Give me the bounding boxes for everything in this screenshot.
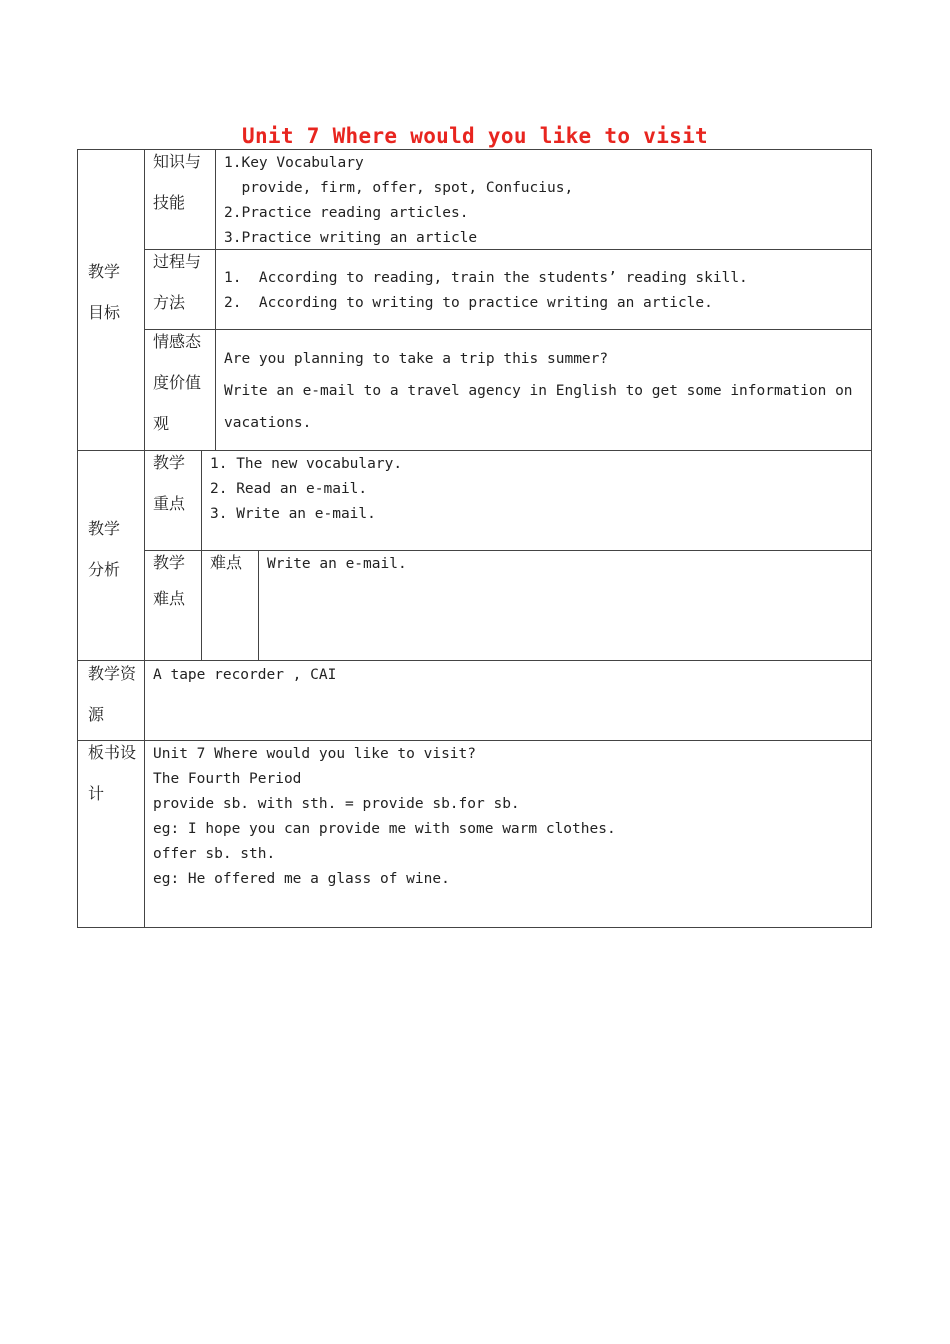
knowledge-label: 技能 — [153, 193, 186, 212]
objectives-label: 目标 — [88, 303, 121, 322]
process-line: 1. According to reading, train the students’ reading skill. — [224, 270, 748, 286]
column-divider — [215, 149, 216, 450]
emotion-line: Write an e-mail to a travel agency in English to get some information on — [224, 383, 853, 399]
board-label: 计 — [88, 784, 105, 803]
resources-label: 教学资 — [88, 664, 137, 683]
section-divider — [77, 660, 872, 661]
process-line: 2. According to writing to practice writing an article. — [224, 295, 713, 311]
row-divider — [145, 550, 872, 551]
board-label: 板书设 — [88, 743, 137, 762]
emotion-label: 观 — [153, 414, 170, 433]
board-line: eg: He offered me a glass of wine. — [153, 871, 450, 887]
emotion-label: 情感态 — [153, 332, 202, 351]
knowledge-line: 2.Practice reading articles. — [224, 205, 469, 221]
document-title: Unit 7 Where would you like to visit — [242, 124, 708, 148]
objectives-label: 教学 — [88, 262, 121, 281]
column-divider — [144, 149, 145, 928]
knowledge-line: provide, firm, offer, spot, Confucius, — [224, 180, 574, 196]
board-line: provide sb. with sth. = provide sb.for sb. — [153, 796, 520, 812]
table-border-left — [77, 149, 78, 928]
table-border-top — [77, 149, 872, 150]
knowledge-label: 知识与 — [153, 152, 202, 171]
row-divider — [145, 249, 872, 250]
knowledge-line: 3.Practice writing an article — [224, 230, 478, 246]
process-label: 方法 — [153, 293, 186, 312]
column-divider — [258, 550, 259, 660]
difficulties-label: 难点 — [153, 589, 186, 608]
section-divider — [77, 740, 872, 741]
board-line: Unit 7 Where would you like to visit? — [153, 746, 477, 762]
board-line: offer sb. sth. — [153, 846, 276, 862]
table-border-bottom — [77, 927, 872, 928]
analysis-label: 分析 — [88, 560, 121, 579]
key-points-label: 重点 — [153, 494, 186, 513]
section-divider — [77, 450, 872, 451]
table-border-right — [871, 149, 872, 928]
key-point-line: 1. The new vocabulary. — [210, 456, 403, 472]
analysis-label: 教学 — [88, 519, 121, 538]
board-line: eg: I hope you can provide me with some warm clothes. — [153, 821, 616, 837]
knowledge-line: 1.Key Vocabulary — [224, 155, 364, 171]
emotion-line: vacations. — [224, 415, 312, 431]
difficulties-text: Write an e-mail. — [267, 556, 407, 572]
row-divider — [145, 329, 872, 330]
difficulties-label: 教学 — [153, 553, 186, 572]
emotion-label: 度价值 — [153, 373, 202, 392]
key-point-line: 2. Read an e-mail. — [210, 481, 368, 497]
column-divider — [201, 450, 202, 660]
process-label: 过程与 — [153, 252, 202, 271]
resources-text: A tape recorder , CAI — [153, 667, 337, 683]
emotion-line: Are you planning to take a trip this summer? — [224, 351, 609, 367]
key-point-line: 3. Write an e-mail. — [210, 506, 376, 522]
key-points-label: 教学 — [153, 453, 186, 472]
difficulties-sub-label: 难点 — [210, 553, 243, 572]
resources-label: 源 — [88, 705, 105, 724]
board-line: The Fourth Period — [153, 771, 302, 787]
